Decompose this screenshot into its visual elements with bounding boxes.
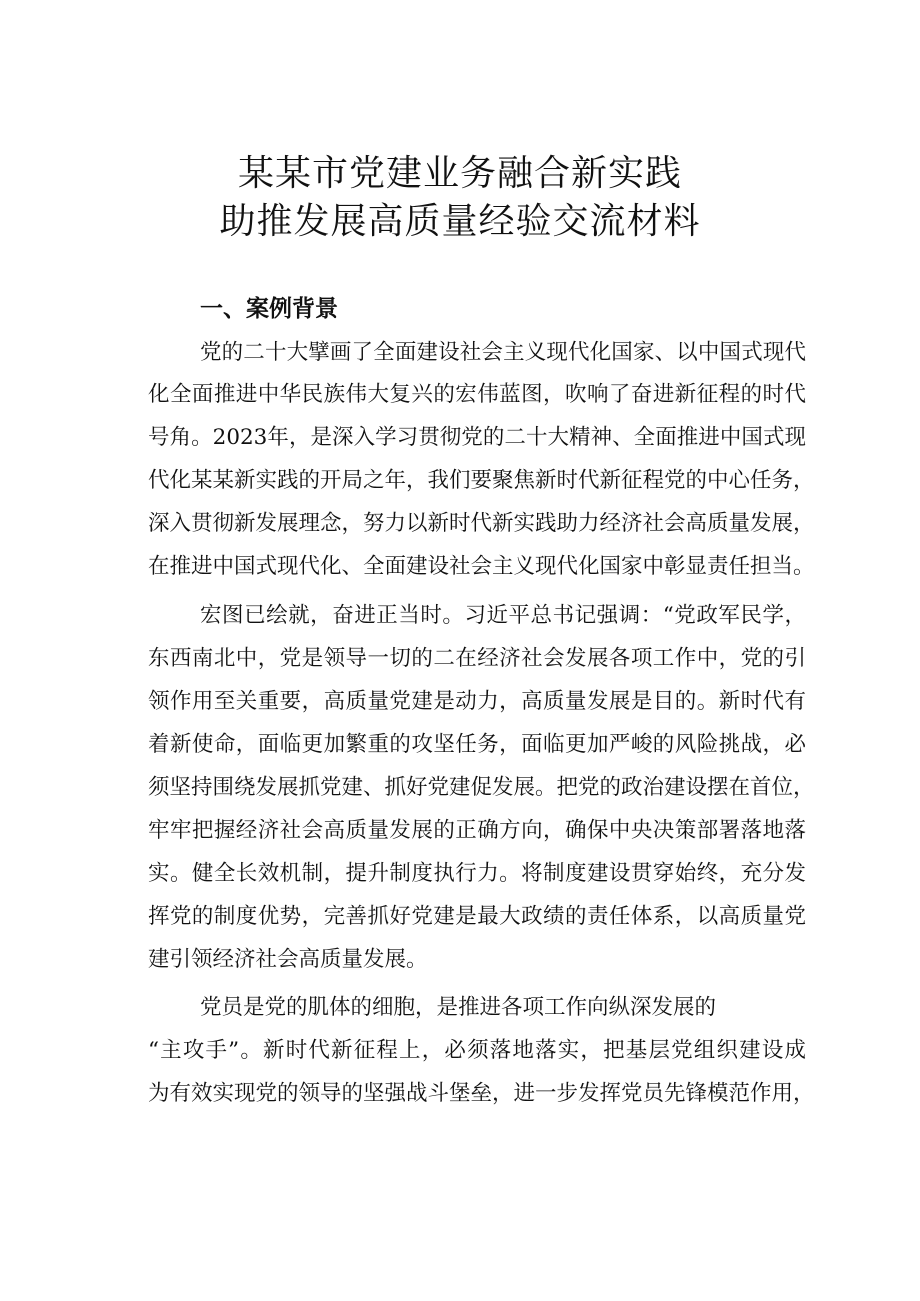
- body-line: 东西南北中，党是领导一切的二在经济社会发展各项工作中，党的引: [148, 646, 806, 671]
- body-line: 在推进中国式现代化、全面建设社会主义现代化国家中彰显责任担当。: [148, 554, 815, 579]
- body-line: 化全面推进中华民族伟大复兴的宏伟蓝图，吹响了奋进新征程的时代: [148, 382, 806, 407]
- document-title-line-1: 某某市党建业务融合新实践: [237, 153, 682, 194]
- document-title-line-2: 助推发展高质量经验交流材料: [219, 201, 701, 242]
- body-line: 挥党的制度优势，完善抓好党建是最大政绩的责任体系，以高质量党: [148, 904, 806, 929]
- body-line: 实。健全长效机制，提升制度执行力。将制度建设贯穿始终，充分发: [148, 861, 806, 886]
- body-line: 着新使命，面临更加繁重的攻坚任务，面临更加严峻的风险挑战，必: [148, 732, 806, 757]
- body-line: 牢牢把握经济社会高质量发展的正确方向，确保中央决策部署落地落: [148, 818, 806, 843]
- body-line: 党员是党的肌体的细胞，是推进各项工作向纵深发展的: [200, 995, 717, 1020]
- body-line: 建引领经济社会高质量发展。: [148, 947, 428, 972]
- body-line: 号角。2023年，是深入学习贯彻党的二十大精神、全面推进中国式现: [148, 425, 806, 450]
- body-line: 深入贯彻新发展理念，努力以新时代新实践助力经济社会高质量发展，: [148, 511, 815, 536]
- body-line: 宏图已绘就，奋进正当时。习近平总书记强调：“党政军民学，: [200, 603, 806, 628]
- body-line: “主攻手”。新时代新征程上，必须落地落实，把基层党组织建设成: [148, 1038, 806, 1063]
- body-line: 须坚持围绕发展抓党建、抓好党建促发展。把党的政治建设摆在首位，: [148, 775, 815, 800]
- body-line: 领作用至关重要，高质量党建是动力，高质量发展是目的。新时代有: [148, 689, 806, 714]
- section-heading: 一、案例背景: [200, 296, 338, 322]
- body-line: 党的二十大擘画了全面建设社会主义现代化国家、以中国式现代: [200, 340, 806, 365]
- body-line: 代化某某新实践的开局之年，我们要聚焦新时代新征程党的中心任务，: [148, 468, 815, 493]
- body-line: 为有效实现党的领导的坚强战斗堡垒，进一步发挥党员先锋模范作用，: [148, 1081, 815, 1106]
